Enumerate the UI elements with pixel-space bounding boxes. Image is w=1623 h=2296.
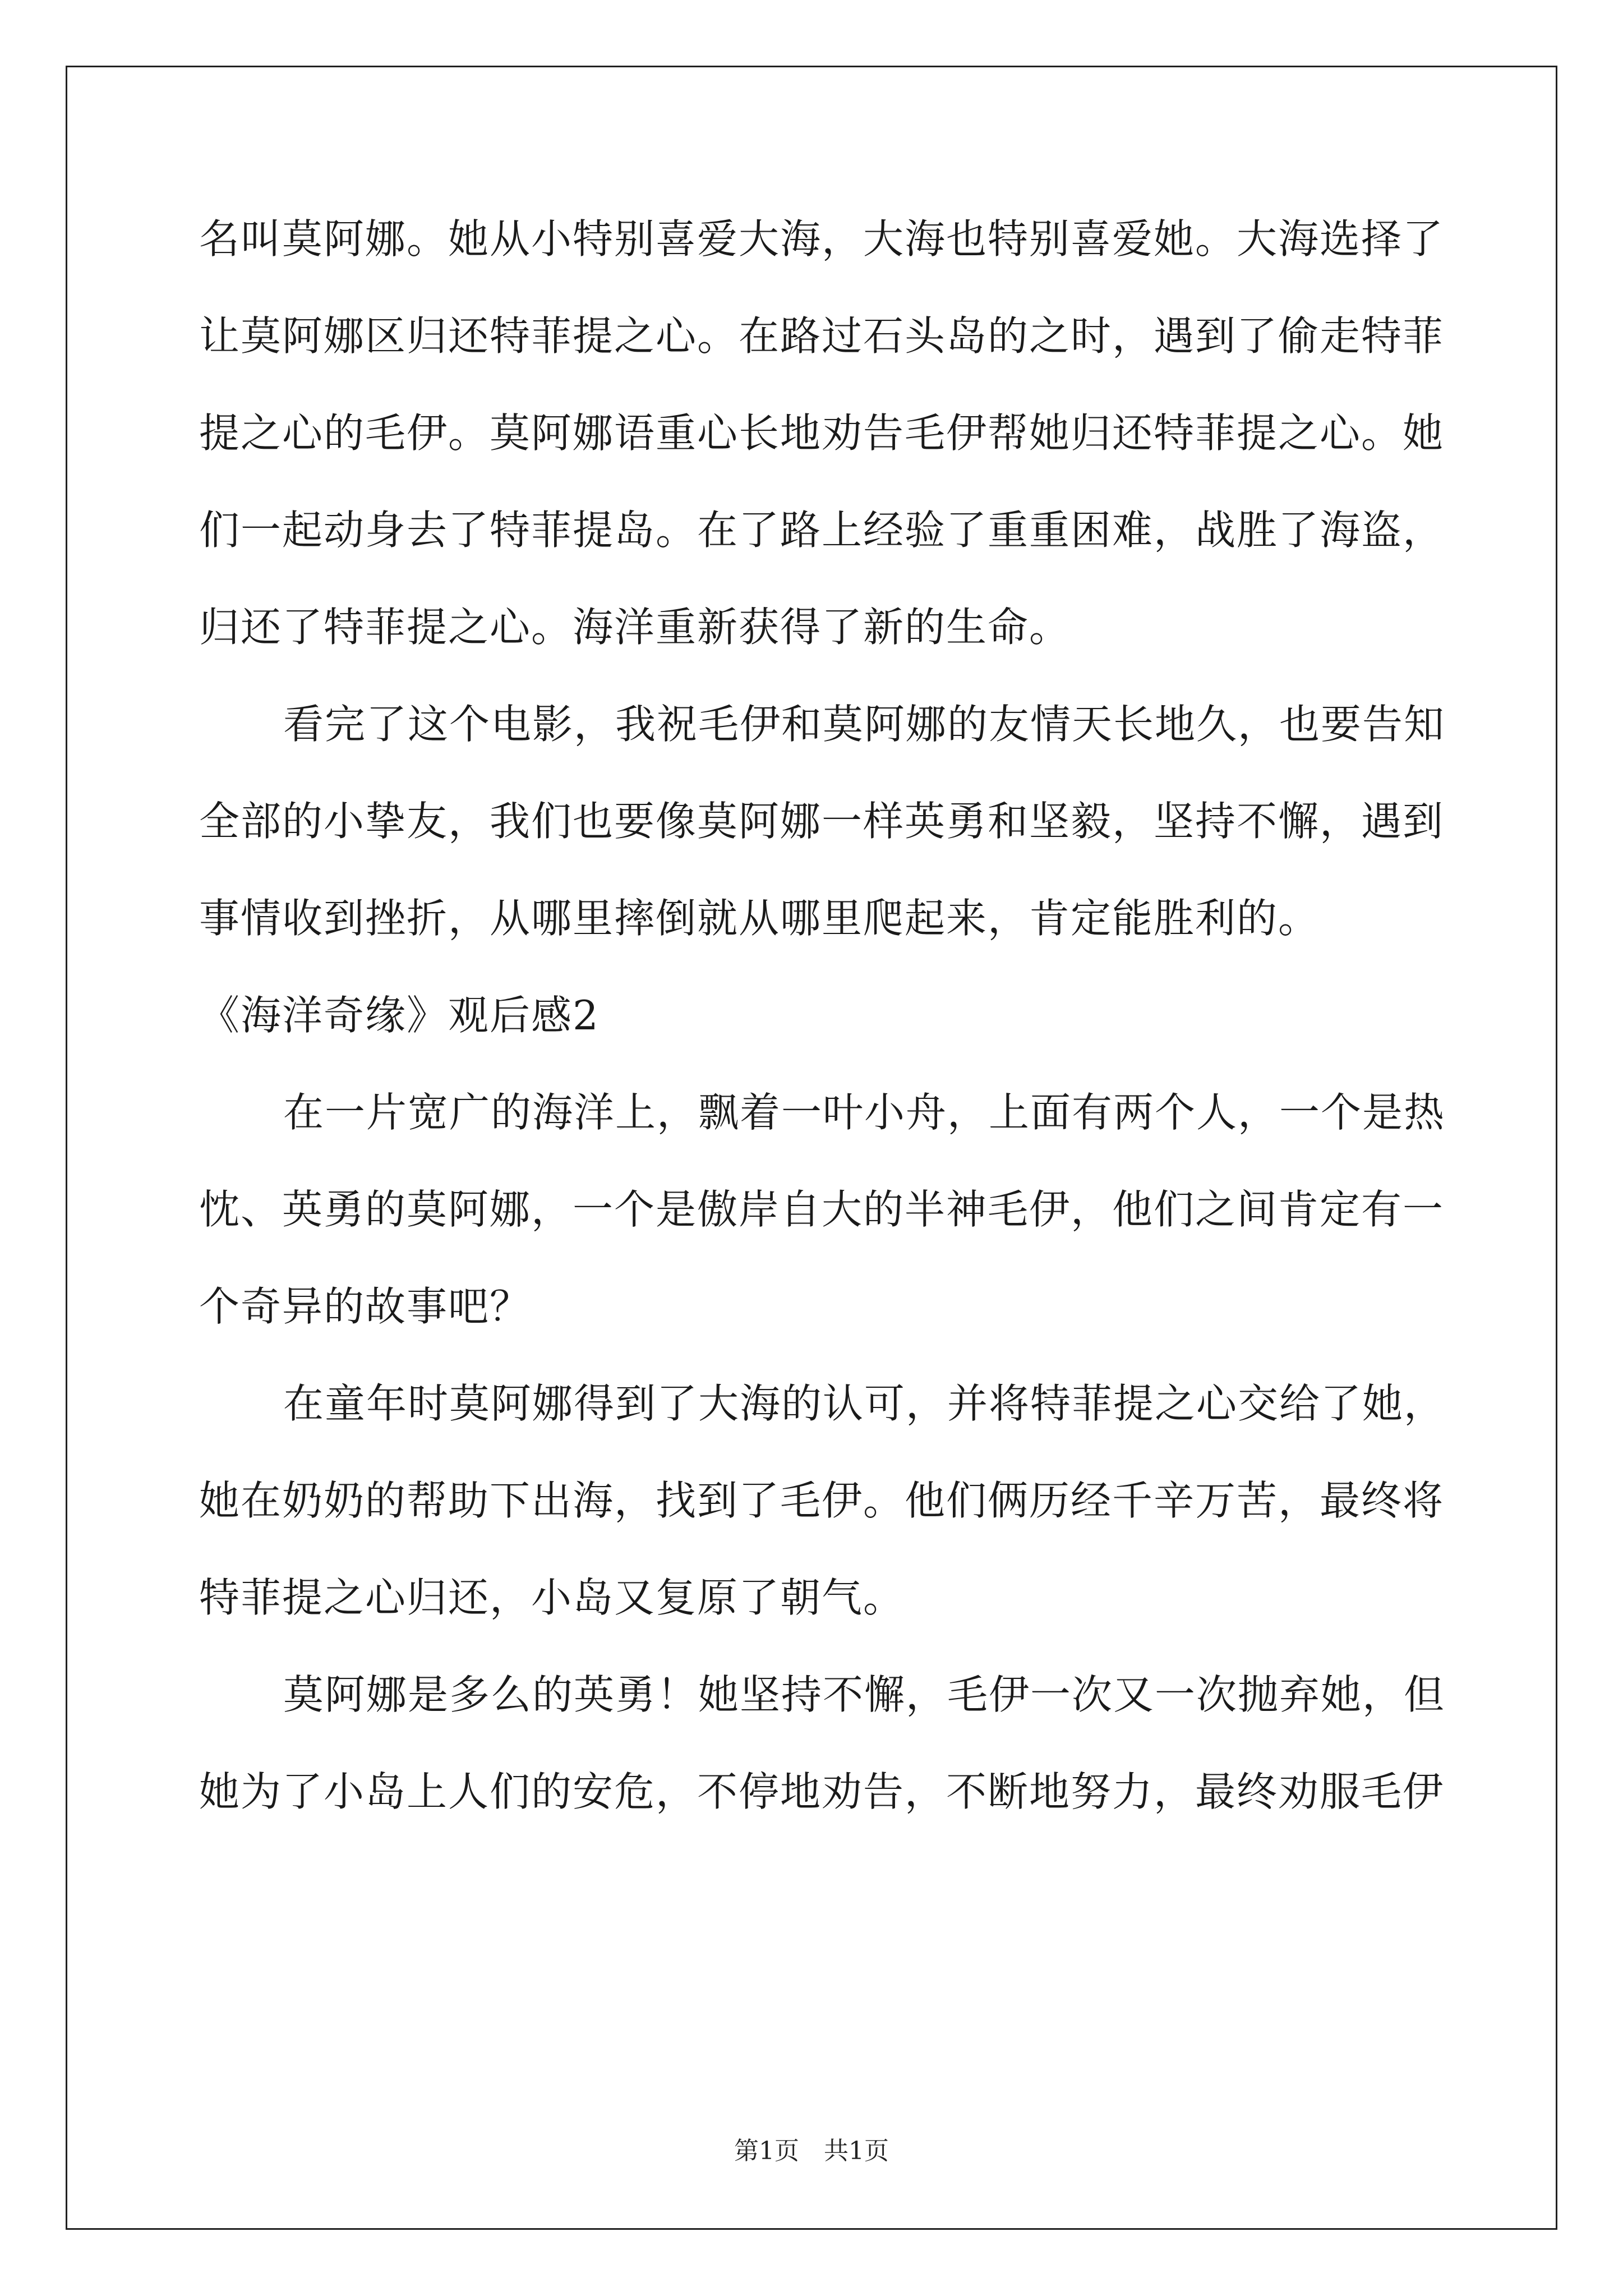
page-number: 第1页 共1页 (734, 2137, 889, 2165)
text-line: 特菲提之心归还，小岛又复原了朝气。 (199, 1574, 905, 1621)
text-line: 忱、英勇的莫阿娜，一个是傲岸自大的半神毛伊，他们之间肯定有一 (199, 1186, 1445, 1233)
text-line: 名叫莫阿娜。她从小特别喜爱大海，大海也特别喜爱她。大海选择了 (199, 215, 1445, 263)
text-line: 看完了这个电影，我祝毛伊和莫阿娜的友情天长地久，也要告知 (283, 701, 1446, 748)
text-line: 莫阿娜是多么的英勇！她坚持不懈，毛伊一次又一次抛弃她，但 (283, 1671, 1446, 1718)
text-line: 在一片宽广的海洋上，飘着一叶小舟，上面有两个人，一个是热 (283, 1089, 1446, 1136)
text-line: 归还了特菲提之心。海洋重新获得了新的生命。 (199, 604, 1071, 651)
text-line: 让莫阿娜区归还特菲提之心。在路过石头岛的之时，遇到了偷走特菲 (199, 312, 1445, 360)
document-body (199, 191, 1446, 1841)
text-line: 她为了小岛上人们的安危，不停地劝告，不断地努力，最终劝服毛伊 (199, 1768, 1445, 1815)
text-line: 全部的小挚友，我们也要像莫阿娜一样英勇和坚毅，坚持不懈，遇到 (199, 798, 1445, 845)
text-line: 个奇异的故事吧？ (199, 1283, 532, 1330)
text-line: 提之心的毛伊。莫阿娜语重心长地劝告毛伊帮她归还特菲提之心。她 (199, 409, 1445, 457)
text-line: 她在奶奶的帮助下出海，找到了毛伊。他们俩历经千辛万苦，最终将 (199, 1477, 1445, 1524)
section-heading: 《海洋奇缘》观后感2 (199, 992, 600, 1039)
text-line: 在童年时莫阿娜得到了大海的认可，并将特菲提之心交给了她， (283, 1380, 1446, 1427)
text-line: 事情收到挫折，从哪里摔倒就从哪里爬起来，肯定能胜利的。 (199, 895, 1320, 942)
text-line: 们一起动身去了特菲提岛。在了路上经验了重重困难，战胜了海盗， (199, 507, 1445, 554)
